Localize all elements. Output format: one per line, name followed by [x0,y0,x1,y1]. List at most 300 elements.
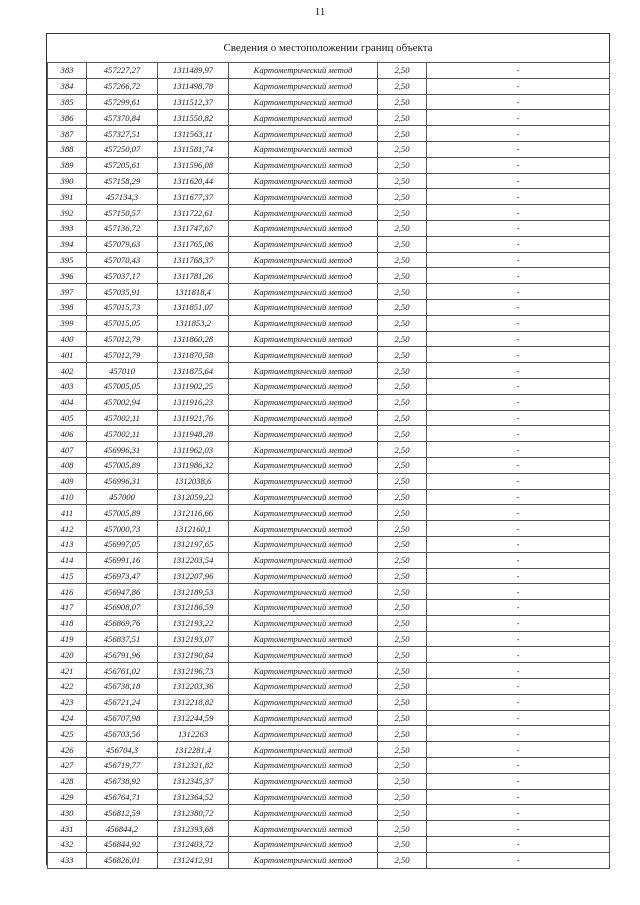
x-coordinate-cell: 457002,11 [87,426,158,442]
description-cell: - [427,205,610,221]
method-cell: Картометрический метод [229,299,378,315]
point-number-cell: 383 [48,63,87,79]
point-number-cell: 406 [48,426,87,442]
method-cell: Картометрический метод [229,347,378,363]
y-coordinate-cell: 1311722,61 [158,205,229,221]
table-row [48,805,610,821]
accuracy-cell: 2,50 [378,363,427,379]
y-coordinate-cell: 1311853,2 [158,315,229,331]
table-row [48,631,610,647]
x-coordinate-cell: 457035,91 [87,284,158,300]
table-row [48,284,610,300]
table-row [48,268,610,284]
y-coordinate-cell: 1312393,68 [158,821,229,837]
description-cell: - [427,331,610,347]
x-coordinate-cell: 457150,57 [87,205,158,221]
x-coordinate-cell: 456738,92 [87,773,158,789]
accuracy-cell: 2,50 [378,536,427,552]
x-coordinate-cell: 457266,72 [87,78,158,94]
y-coordinate-cell: 1312160,1 [158,521,229,537]
point-number-cell: 410 [48,489,87,505]
x-coordinate-cell: 456761,02 [87,663,158,679]
x-coordinate-cell: 457015,73 [87,299,158,315]
y-coordinate-cell: 1311596,08 [158,157,229,173]
method-cell: Картометрический метод [229,473,378,489]
table-row [48,173,610,189]
accuracy-cell: 2,50 [378,394,427,410]
table-row [48,773,610,789]
point-number-cell: 403 [48,378,87,394]
accuracy-cell: 2,50 [378,63,427,79]
y-coordinate-cell: 1311563,11 [158,126,229,142]
y-coordinate-cell: 1311986,32 [158,457,229,473]
accuracy-cell: 2,50 [378,805,427,821]
accuracy-cell: 2,50 [378,141,427,157]
table-row [48,363,610,379]
x-coordinate-cell: 457370,84 [87,110,158,126]
table-row [48,378,610,394]
table-row [48,315,610,331]
description-cell: - [427,378,610,394]
table-row [48,647,610,663]
y-coordinate-cell: 1312403,72 [158,837,229,853]
table-row [48,821,610,837]
description-cell: - [427,426,610,442]
y-coordinate-cell: 1312190,84 [158,647,229,663]
x-coordinate-cell: 456844,2 [87,821,158,837]
point-number-cell: 407 [48,442,87,458]
table-row [48,205,610,221]
table-row [48,220,610,236]
point-number-cell: 405 [48,410,87,426]
method-cell: Картометрический метод [229,252,378,268]
x-coordinate-cell: 457005,89 [87,505,158,521]
point-number-cell: 390 [48,173,87,189]
point-number-cell: 427 [48,758,87,774]
accuracy-cell: 2,50 [378,710,427,726]
method-cell: Картометрический метод [229,157,378,173]
method-cell: Картометрический метод [229,268,378,284]
table-row [48,331,610,347]
y-coordinate-cell: 1311781,26 [158,268,229,284]
point-number-cell: 426 [48,742,87,758]
method-cell: Картометрический метод [229,584,378,600]
point-number-cell: 388 [48,141,87,157]
y-coordinate-cell: 1311677,37 [158,189,229,205]
y-coordinate-cell: 1312196,73 [158,663,229,679]
x-coordinate-cell: 456707,98 [87,710,158,726]
x-coordinate-cell: 456996,31 [87,473,158,489]
method-cell: Картометрический метод [229,789,378,805]
accuracy-cell: 2,50 [378,110,427,126]
y-coordinate-cell: 1312193,07 [158,631,229,647]
method-cell: Картометрический метод [229,821,378,837]
accuracy-cell: 2,50 [378,694,427,710]
point-number-cell: 392 [48,205,87,221]
method-cell: Картометрический метод [229,758,378,774]
method-cell: Картометрический метод [229,426,378,442]
accuracy-cell: 2,50 [378,837,427,853]
description-cell: - [427,284,610,300]
section-title: Сведения о местоположении границ объекта [47,34,609,63]
table-row [48,837,610,853]
accuracy-cell: 2,50 [378,489,427,505]
y-coordinate-cell: 1311581,74 [158,141,229,157]
accuracy-cell: 2,50 [378,457,427,473]
y-coordinate-cell: 1311962,03 [158,442,229,458]
y-coordinate-cell: 1311921,76 [158,410,229,426]
point-number-cell: 428 [48,773,87,789]
accuracy-cell: 2,50 [378,568,427,584]
description-cell: - [427,315,610,331]
point-number-cell: 393 [48,220,87,236]
table-row [48,426,610,442]
method-cell: Картометрический метод [229,363,378,379]
point-number-cell: 429 [48,789,87,805]
method-cell: Картометрический метод [229,663,378,679]
y-coordinate-cell: 1311948,28 [158,426,229,442]
y-coordinate-cell: 1311818,4 [158,284,229,300]
method-cell: Картометрический метод [229,394,378,410]
table-row [48,663,610,679]
accuracy-cell: 2,50 [378,252,427,268]
description-cell: - [427,442,610,458]
table-row [48,347,610,363]
method-cell: Картометрический метод [229,552,378,568]
method-cell: Картометрический метод [229,615,378,631]
accuracy-cell: 2,50 [378,473,427,489]
table-row [48,521,610,537]
x-coordinate-cell: 456791,96 [87,647,158,663]
method-cell: Картометрический метод [229,805,378,821]
accuracy-cell: 2,50 [378,663,427,679]
method-cell: Картометрический метод [229,110,378,126]
point-number-cell: 402 [48,363,87,379]
point-number-cell: 414 [48,552,87,568]
x-coordinate-cell: 456764,71 [87,789,158,805]
table-row [48,442,610,458]
point-number-cell: 404 [48,394,87,410]
y-coordinate-cell: 1311620,44 [158,173,229,189]
accuracy-cell: 2,50 [378,94,427,110]
point-number-cell: 419 [48,631,87,647]
description-cell: - [427,521,610,537]
accuracy-cell: 2,50 [378,758,427,774]
x-coordinate-cell: 456826,01 [87,852,158,868]
method-cell: Картометрический метод [229,315,378,331]
method-cell: Картометрический метод [229,852,378,868]
page-number: 11 [314,6,326,18]
table-row [48,189,610,205]
x-coordinate-cell: 457227,27 [87,63,158,79]
method-cell: Картометрический метод [229,536,378,552]
y-coordinate-cell: 1312412,91 [158,852,229,868]
x-coordinate-cell: 456721,24 [87,694,158,710]
description-cell: - [427,821,610,837]
y-coordinate-cell: 1312038,6 [158,473,229,489]
point-number-cell: 409 [48,473,87,489]
table-row [48,789,610,805]
method-cell: Картометрический метод [229,457,378,473]
y-coordinate-cell: 1312207,96 [158,568,229,584]
table-body [48,63,610,869]
point-number-cell: 389 [48,157,87,173]
table-row [48,236,610,252]
point-number-cell: 418 [48,615,87,631]
y-coordinate-cell: 1311550,82 [158,110,229,126]
table-row [48,758,610,774]
x-coordinate-cell: 457012,79 [87,347,158,363]
method-cell: Картометрический метод [229,647,378,663]
table-row [48,63,610,79]
method-cell: Картометрический метод [229,600,378,616]
accuracy-cell: 2,50 [378,126,427,142]
point-number-cell: 384 [48,78,87,94]
point-number-cell: 416 [48,584,87,600]
table-row [48,726,610,742]
accuracy-cell: 2,50 [378,615,427,631]
point-number-cell: 396 [48,268,87,284]
accuracy-cell: 2,50 [378,347,427,363]
point-number-cell: 395 [48,252,87,268]
table-row [48,679,610,695]
boundary-points-table [47,62,610,869]
description-cell: - [427,394,610,410]
x-coordinate-cell: 456704,3 [87,742,158,758]
description-cell: - [427,773,610,789]
y-coordinate-cell: 1311768,37 [158,252,229,268]
y-coordinate-cell: 1311875,64 [158,363,229,379]
table-row [48,584,610,600]
x-coordinate-cell: 456908,07 [87,600,158,616]
y-coordinate-cell: 1311512,37 [158,94,229,110]
description-cell: - [427,584,610,600]
description-cell: - [427,268,610,284]
point-number-cell: 420 [48,647,87,663]
description-cell: - [427,220,610,236]
y-coordinate-cell: 1311902,25 [158,378,229,394]
description-cell: - [427,726,610,742]
x-coordinate-cell: 456812,59 [87,805,158,821]
method-cell: Картометрический метод [229,505,378,521]
description-cell: - [427,647,610,663]
method-cell: Картометрический метод [229,631,378,647]
x-coordinate-cell: 456837,51 [87,631,158,647]
point-number-cell: 400 [48,331,87,347]
y-coordinate-cell: 1312364,52 [158,789,229,805]
description-cell: - [427,141,610,157]
accuracy-cell: 2,50 [378,742,427,758]
method-cell: Картометрический метод [229,331,378,347]
description-cell: - [427,489,610,505]
table-row [48,394,610,410]
table-row [48,252,610,268]
y-coordinate-cell: 1312059,22 [158,489,229,505]
y-coordinate-cell: 1312281,4 [158,742,229,758]
point-number-cell: 387 [48,126,87,142]
point-number-cell: 415 [48,568,87,584]
description-cell: - [427,363,610,379]
x-coordinate-cell: 456703,56 [87,726,158,742]
method-cell: Картометрический метод [229,220,378,236]
accuracy-cell: 2,50 [378,331,427,347]
x-coordinate-cell: 457134,3 [87,189,158,205]
description-cell: - [427,789,610,805]
accuracy-cell: 2,50 [378,631,427,647]
point-number-cell: 422 [48,679,87,695]
x-coordinate-cell: 457010 [87,363,158,379]
table-row [48,110,610,126]
point-number-cell: 412 [48,521,87,537]
description-cell: - [427,552,610,568]
accuracy-cell: 2,50 [378,647,427,663]
description-cell: - [427,694,610,710]
x-coordinate-cell: 457000,73 [87,521,158,537]
method-cell: Картометрический метод [229,205,378,221]
method-cell: Картометрический метод [229,378,378,394]
accuracy-cell: 2,50 [378,679,427,695]
x-coordinate-cell: 456869,76 [87,615,158,631]
description-cell: - [427,189,610,205]
description-cell: - [427,852,610,868]
method-cell: Картометрический метод [229,173,378,189]
table-row [48,457,610,473]
boundary-table-sheet [46,33,610,865]
description-cell: - [427,710,610,726]
table-row [48,410,610,426]
y-coordinate-cell: 1312218,82 [158,694,229,710]
method-cell: Картометрический метод [229,236,378,252]
table-row [48,568,610,584]
point-number-cell: 432 [48,837,87,853]
y-coordinate-cell: 1311916,23 [158,394,229,410]
accuracy-cell: 2,50 [378,205,427,221]
table-row [48,615,610,631]
x-coordinate-cell: 456719,77 [87,758,158,774]
x-coordinate-cell: 456996,31 [87,442,158,458]
y-coordinate-cell: 1311747,67 [158,220,229,236]
method-cell: Картометрический метод [229,742,378,758]
x-coordinate-cell: 457002,94 [87,394,158,410]
method-cell: Картометрический метод [229,189,378,205]
method-cell: Картометрический метод [229,78,378,94]
table-row [48,552,610,568]
y-coordinate-cell: 1312186,59 [158,600,229,616]
description-cell: - [427,299,610,315]
point-number-cell: 423 [48,694,87,710]
point-number-cell: 411 [48,505,87,521]
table-row [48,489,610,505]
method-cell: Картометрический метод [229,521,378,537]
accuracy-cell: 2,50 [378,378,427,394]
description-cell: - [427,663,610,679]
description-cell: - [427,615,610,631]
point-number-cell: 399 [48,315,87,331]
accuracy-cell: 2,50 [378,315,427,331]
accuracy-cell: 2,50 [378,789,427,805]
accuracy-cell: 2,50 [378,773,427,789]
method-cell: Картометрический метод [229,63,378,79]
method-cell: Картометрический метод [229,773,378,789]
y-coordinate-cell: 1312193,22 [158,615,229,631]
y-coordinate-cell: 1312203,54 [158,552,229,568]
accuracy-cell: 2,50 [378,299,427,315]
description-cell: - [427,473,610,489]
accuracy-cell: 2,50 [378,410,427,426]
x-coordinate-cell: 457005,05 [87,378,158,394]
y-coordinate-cell: 1312380,72 [158,805,229,821]
description-cell: - [427,758,610,774]
point-number-cell: 408 [48,457,87,473]
accuracy-cell: 2,50 [378,584,427,600]
x-coordinate-cell: 457070,43 [87,252,158,268]
y-coordinate-cell: 1312263 [158,726,229,742]
y-coordinate-cell: 1311860,28 [158,331,229,347]
x-coordinate-cell: 457037,17 [87,268,158,284]
accuracy-cell: 2,50 [378,426,427,442]
method-cell: Картометрический метод [229,710,378,726]
table-row [48,141,610,157]
table-row [48,126,610,142]
x-coordinate-cell: 456844,92 [87,837,158,853]
point-number-cell: 430 [48,805,87,821]
x-coordinate-cell: 457079,63 [87,236,158,252]
y-coordinate-cell: 1312244,59 [158,710,229,726]
x-coordinate-cell: 456947,86 [87,584,158,600]
description-cell: - [427,252,610,268]
x-coordinate-cell: 457000 [87,489,158,505]
point-number-cell: 413 [48,536,87,552]
description-cell: - [427,236,610,252]
description-cell: - [427,94,610,110]
y-coordinate-cell: 1311765,06 [158,236,229,252]
method-cell: Картометрический метод [229,94,378,110]
method-cell: Картометрический метод [229,726,378,742]
x-coordinate-cell: 457327,51 [87,126,158,142]
y-coordinate-cell: 1312116,66 [158,505,229,521]
method-cell: Картометрический метод [229,126,378,142]
y-coordinate-cell: 1312345,37 [158,773,229,789]
description-cell: - [427,157,610,173]
description-cell: - [427,805,610,821]
y-coordinate-cell: 1311489,97 [158,63,229,79]
method-cell: Картометрический метод [229,284,378,300]
y-coordinate-cell: 1312203,36 [158,679,229,695]
y-coordinate-cell: 1311851,07 [158,299,229,315]
accuracy-cell: 2,50 [378,521,427,537]
description-cell: - [427,505,610,521]
accuracy-cell: 2,50 [378,173,427,189]
accuracy-cell: 2,50 [378,78,427,94]
method-cell: Картометрический метод [229,410,378,426]
accuracy-cell: 2,50 [378,852,427,868]
description-cell: - [427,568,610,584]
table-row [48,94,610,110]
accuracy-cell: 2,50 [378,821,427,837]
point-number-cell: 433 [48,852,87,868]
description-cell: - [427,126,610,142]
description-cell: - [427,63,610,79]
table-row [48,473,610,489]
accuracy-cell: 2,50 [378,600,427,616]
table-row [48,710,610,726]
x-coordinate-cell: 457136,72 [87,220,158,236]
x-coordinate-cell: 457015,05 [87,315,158,331]
description-cell: - [427,679,610,695]
method-cell: Картометрический метод [229,694,378,710]
description-cell: - [427,173,610,189]
description-cell: - [427,837,610,853]
